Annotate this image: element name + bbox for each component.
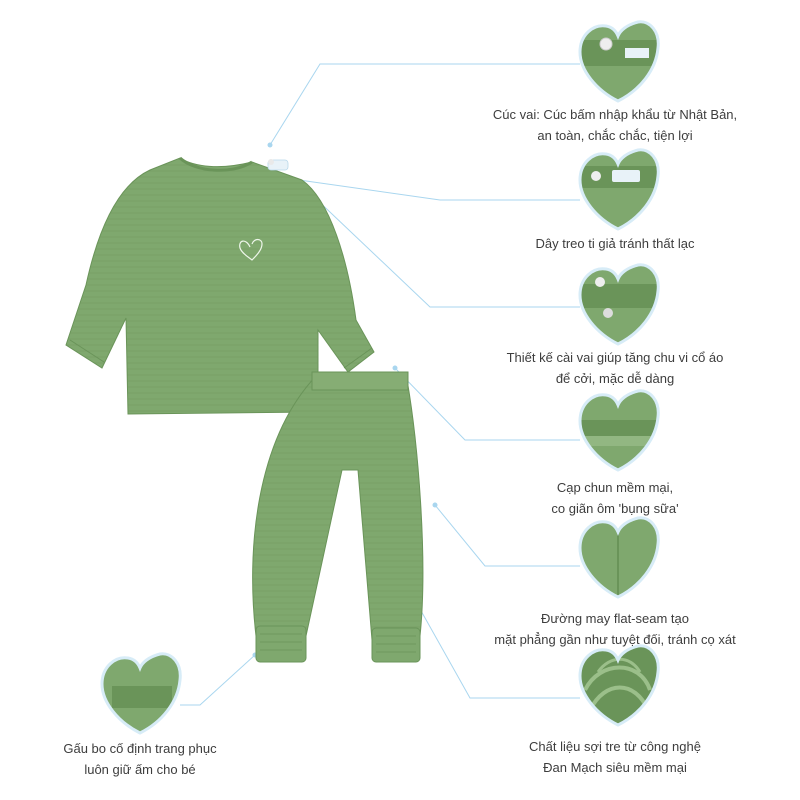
shoulder-opening-closeup xyxy=(578,261,662,351)
seam-closeup xyxy=(578,514,662,604)
pants-image xyxy=(253,372,423,662)
caption-shoulder-opening: Thiết kế cài vai giúp tăng chu vi cổ áo để cởi, mặc dễ dàng xyxy=(506,350,724,386)
pacifier-loop-closeup xyxy=(578,146,662,236)
waistband-closeup xyxy=(578,387,662,477)
caption-flat-seam: Đường may flat-seam tạo mặt phẳng gần như tuyệt đối, tránh cọ xát xyxy=(494,611,736,647)
caption-shoulder-snap: Cúc vai: Cúc bấm nhập khẩu từ Nhật Bản, an toàn, chắc chắc, tiện lợi xyxy=(492,107,738,143)
caption-cuff: Gấu bo cố định trang phục luôn giữ ấm cho bé xyxy=(63,741,217,777)
caption-waistband: Cạp chun mềm mại, co giãn ôm 'bụng sữa' xyxy=(551,480,679,516)
snap-button-closeup xyxy=(578,18,662,108)
cuff-closeup xyxy=(100,650,184,740)
fabric-closeup xyxy=(578,642,662,732)
caption-bamboo-fabric: Chất liệu sợi tre từ công nghệ Đan Mạch siêu mềm mại xyxy=(529,739,701,775)
caption-pacifier-loop: Dây treo ti giả tránh thất lạc xyxy=(535,236,695,251)
